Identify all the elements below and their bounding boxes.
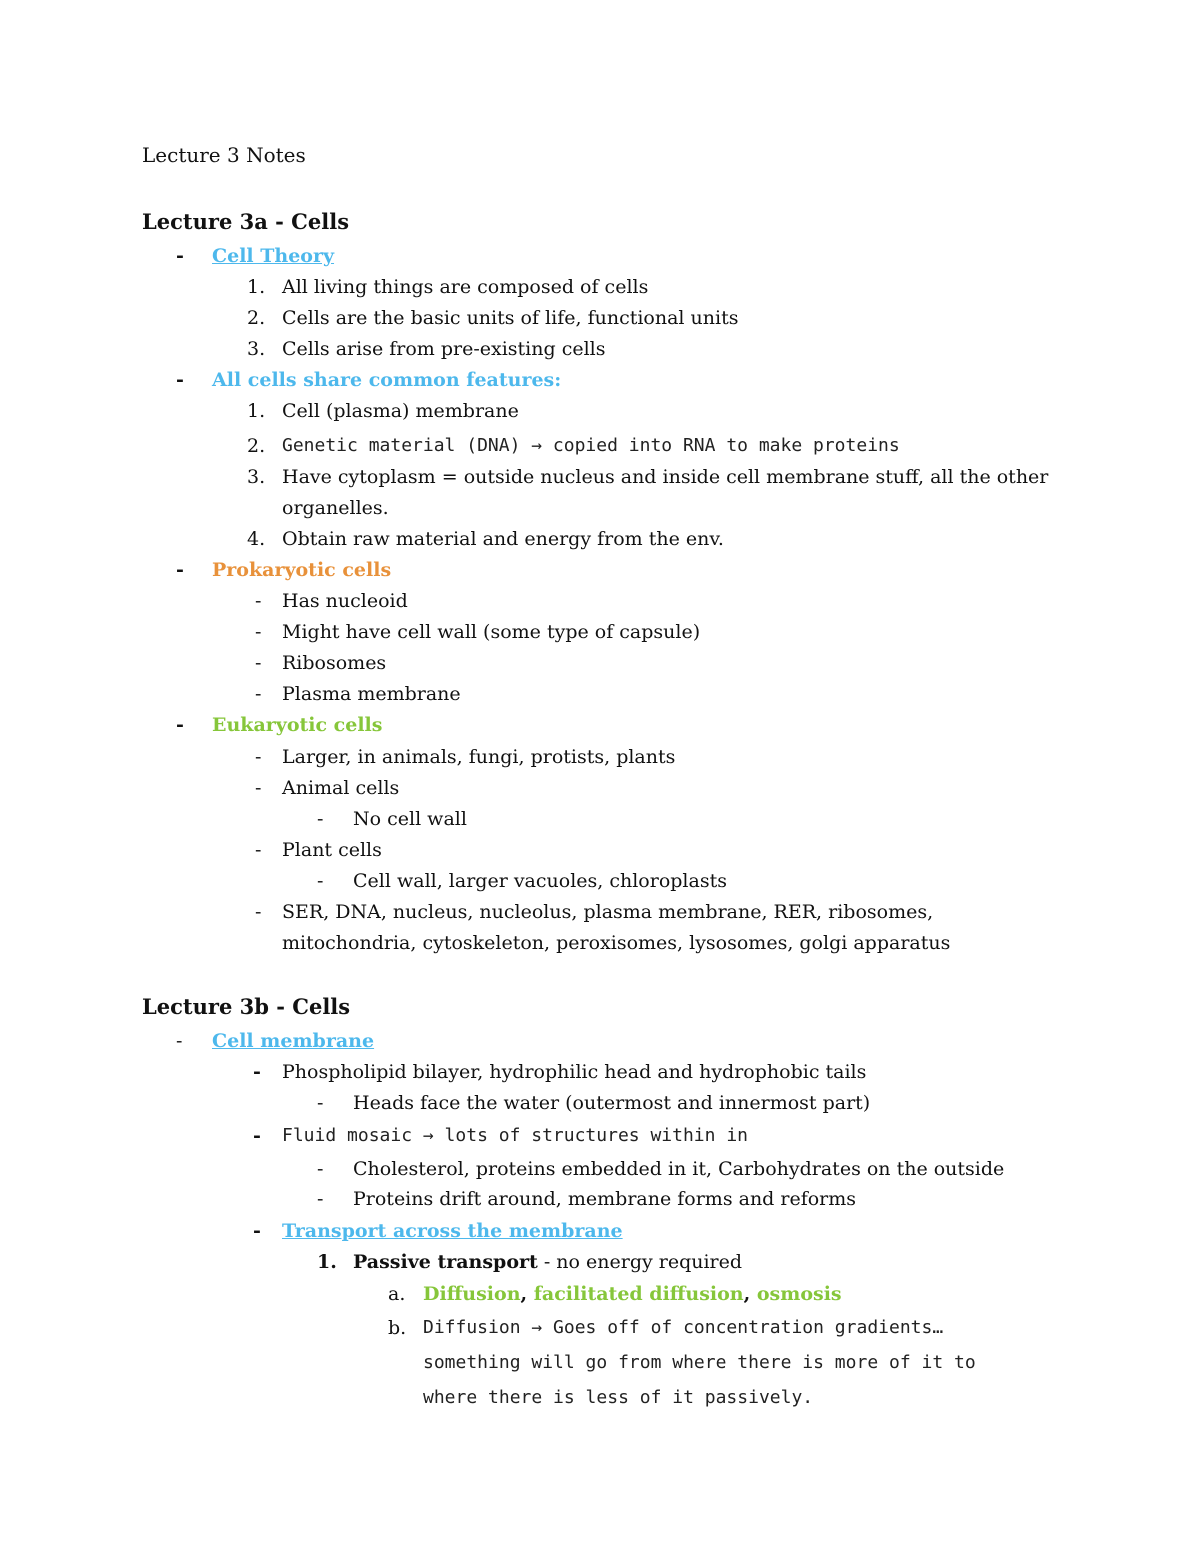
list-letter: a.: [388, 1283, 406, 1305]
bullet-dash: -: [176, 714, 184, 736]
separator: ,: [743, 1283, 757, 1305]
list-item: Phospholipid bilayer, hydrophilic head and hydrophobic tails: [282, 1061, 867, 1083]
bullet-dash: -: [176, 1030, 183, 1052]
separator: ,: [520, 1283, 534, 1305]
bullet-dash: -: [255, 590, 262, 612]
list-item: Animal cells: [282, 777, 400, 799]
list-item: Might have cell wall (some type of capsule): [282, 621, 701, 643]
bullet-dash: -: [255, 621, 262, 643]
list-number: 1.: [247, 276, 266, 298]
bullet-dash: -: [176, 369, 184, 391]
bullet-dash: -: [255, 746, 262, 768]
bullet-dash: -: [176, 559, 184, 581]
list-item: Proteins drift around, membrane forms and reforms: [353, 1188, 857, 1210]
list-item: Ribosomes: [282, 652, 387, 674]
section-heading-3b: Lecture 3b - Cells: [142, 994, 351, 1019]
list-item: No cell wall: [353, 808, 467, 830]
bullet-dash: -: [255, 777, 262, 799]
list-item: Cholesterol, proteins embedded in it, Carbohydrates on the outside: [353, 1158, 1005, 1180]
document-title: Lecture 3 Notes: [142, 143, 306, 167]
bullet-dash: -: [317, 1158, 324, 1180]
bullet-dash: -: [253, 1125, 261, 1147]
prokaryotic-heading: Prokaryotic cells: [212, 559, 392, 581]
list-item: Cells arise from pre-existing cells: [282, 338, 606, 360]
passive-transport-term: Passive transport: [353, 1251, 538, 1273]
diffusion-description-continuation: where there is less of it passively.: [423, 1387, 814, 1408]
list-number: 1.: [317, 1251, 337, 1273]
bullet-dash: -: [255, 652, 262, 674]
list-item: Heads face the water (outermost and innermost part): [353, 1092, 871, 1114]
transport-types-item: [423, 1282, 842, 1306]
passive-transport-item: [353, 1250, 742, 1274]
list-item: Cells are the basic units of life, functional units: [282, 307, 739, 329]
list-item-continuation: mitochondria, cytoskeleton, peroxisomes, lysosomes, golgi apparatus: [282, 932, 951, 954]
bullet-dash: -: [317, 808, 324, 830]
list-number: 3.: [247, 466, 266, 488]
list-item-continuation: organelles.: [282, 497, 389, 519]
list-item: Larger, in animals, fungi, protists, plants: [282, 746, 676, 768]
eukaryotic-heading: Eukaryotic cells: [212, 714, 383, 736]
list-item: Fluid mosaic → lots of structures within in: [282, 1125, 748, 1146]
list-item: SER, DNA, nucleus, nucleolus, plasma membrane, RER, ribosomes,: [282, 901, 934, 923]
bullet-dash: -: [253, 1061, 261, 1083]
list-item: Obtain raw material and energy from the env.: [282, 528, 724, 550]
term-facilitated-diffusion: facilitated diffusion: [533, 1283, 744, 1305]
list-item: Plasma membrane: [282, 683, 461, 705]
passive-transport-desc: - no energy required: [537, 1251, 743, 1273]
bullet-dash: -: [255, 839, 262, 861]
term-osmosis: osmosis: [756, 1283, 842, 1305]
bullet-dash: -: [255, 683, 262, 705]
cell-theory-heading: Cell Theory: [212, 245, 335, 267]
list-number: 1.: [247, 400, 266, 422]
list-item: All living things are composed of cells: [282, 276, 649, 298]
list-item: Cell wall, larger vacuoles, chloroplasts: [353, 870, 727, 892]
list-item: Has nucleoid: [282, 590, 408, 612]
transport-heading: Transport across the membrane: [282, 1220, 623, 1242]
bullet-dash: -: [255, 901, 262, 923]
list-number: 2.: [247, 307, 266, 329]
section-heading-3a: Lecture 3a - Cells: [142, 209, 350, 234]
term-diffusion: Diffusion: [423, 1283, 521, 1305]
bullet-dash: -: [253, 1220, 261, 1242]
list-item: Genetic material (DNA) → copied into RNA to make proteins: [282, 435, 900, 456]
list-letter: b.: [388, 1317, 407, 1339]
list-item: Cell (plasma) membrane: [282, 400, 519, 422]
cell-membrane-heading: Cell membrane: [212, 1030, 375, 1052]
list-item: Have cytoplasm = outside nucleus and inside cell membrane stuff, all the other: [282, 466, 1049, 488]
list-number: 3.: [247, 338, 266, 360]
bullet-dash: -: [317, 1092, 324, 1114]
diffusion-description-continuation: something will go from where there is more of it to: [423, 1352, 976, 1373]
common-features-heading: All cells share common features:: [212, 369, 562, 391]
bullet-dash: -: [317, 1188, 324, 1210]
list-number: 4.: [247, 528, 266, 550]
bullet-dash: -: [317, 870, 324, 892]
diffusion-description: Diffusion → Goes off of concentration gradients…: [423, 1317, 944, 1338]
list-number: 2.: [247, 435, 266, 457]
bullet-dash: -: [176, 245, 184, 267]
list-item: Plant cells: [282, 839, 382, 861]
